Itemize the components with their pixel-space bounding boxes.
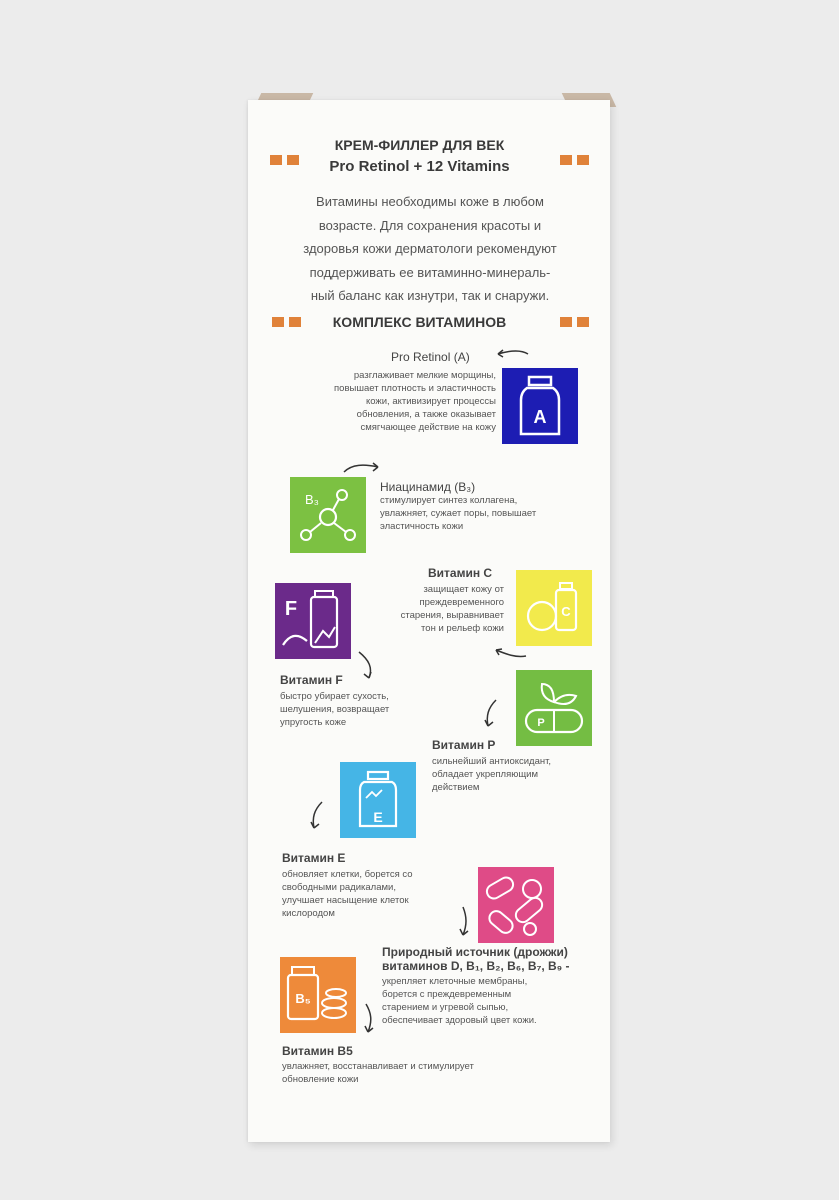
jar-icon — [340, 762, 416, 838]
icon-letter: B₅ — [295, 991, 311, 1006]
description-line: эластичность кожи — [380, 521, 464, 532]
icon-letter: P — [537, 717, 545, 729]
description-line: повышает плотность и эластичность — [334, 383, 496, 394]
arrow-icon — [492, 646, 530, 660]
description-line: кислородом — [282, 908, 335, 919]
vitamin-name: Витамин F — [280, 673, 343, 687]
intro-line: ный баланс как изнутри, так и снаружи. — [310, 288, 550, 303]
bottle-icon — [275, 583, 351, 659]
icon-letter: C — [561, 604, 571, 619]
description-line: тон и рельеф кожи — [421, 623, 504, 634]
vitamin-description — [372, 583, 504, 635]
description-line: действием — [432, 782, 480, 793]
description-line: свободными радикалами, — [282, 882, 396, 893]
vitamin-description — [382, 975, 602, 1027]
vitamin-name: Витамин B5 — [282, 1044, 353, 1058]
description-line: обновление кожи — [282, 1074, 359, 1085]
jar-icon — [502, 368, 578, 444]
vitamin-description — [280, 690, 450, 729]
vitamin-name: Pro Retinol (A) — [391, 350, 470, 364]
description-line: старения, выравнивает — [400, 610, 504, 621]
icon-letter: F — [284, 598, 298, 620]
description-line: упругость коже — [280, 717, 347, 728]
description-line: увлажняет, восстанавливает и стимулирует — [282, 1061, 474, 1072]
vitamin-description — [432, 755, 602, 794]
intro-line: поддерживать ее витаминно-минераль- — [309, 264, 551, 280]
arrow-icon — [494, 347, 530, 361]
description-line: увлажняет, сужает поры, повышает — [380, 508, 537, 519]
arrow-icon — [342, 460, 382, 476]
vitamin-description — [282, 1060, 542, 1086]
supplement-jar-icon — [280, 957, 356, 1033]
molecule-icon — [290, 477, 366, 553]
description-line: старением и угревой сыпью, — [382, 1002, 509, 1013]
arrow-icon — [455, 905, 475, 939]
arrow-icon — [306, 800, 328, 832]
section-title: КОМПЛЕКС ВИТАМИНОВ — [332, 314, 507, 330]
intro-text — [280, 190, 580, 308]
vitamin-name: Витамин E — [282, 851, 346, 865]
description-line: улучшает насыщение клеток — [282, 895, 409, 906]
vitamin-description — [282, 868, 472, 920]
description-line: борется с преждевременным — [382, 989, 512, 1000]
arrow-icon — [355, 650, 377, 682]
citrus-icon — [516, 570, 592, 646]
description-line: смягчающее действие на кожу — [360, 422, 496, 433]
vitamin-description — [268, 369, 496, 434]
vitamin-name: Ниацинамид (B₃) — [380, 480, 476, 494]
description-line: быстро убирает сухость, — [280, 691, 389, 702]
description-line: шелушения, возвращает — [280, 704, 390, 715]
description-line: разглаживает мелкие морщины, — [353, 370, 496, 381]
description-line: кожи, активизирует процессы — [365, 396, 496, 407]
intro-line: здоровья кожи дерматологи рекомендуют — [303, 241, 557, 256]
yeast-title-line: Природный источник (дрожжи) — [382, 945, 568, 959]
description-line: обновления, а также оказывает — [356, 409, 496, 420]
vitamin-description — [380, 494, 595, 533]
icon-letter: E — [373, 809, 383, 825]
description-line: стимулирует синтез коллагена, — [380, 495, 518, 506]
leaf-capsule-icon — [516, 670, 592, 746]
description-line: обладает укрепляющим — [432, 769, 538, 780]
vitamin-name: Витамин P — [432, 738, 496, 752]
icon-letter: A — [533, 407, 547, 427]
vitamin-name: Витамин C — [428, 566, 493, 580]
description-line: сильнейший антиоксидант, — [432, 756, 552, 767]
arrow-icon — [480, 698, 502, 730]
intro-line: возрасте. Для сохранения красоты и — [318, 217, 542, 233]
yeast-title-line: витаминов D, B₁, B₂, B₆, B₇, B₉ - — [382, 959, 570, 973]
yeast-source-title — [382, 945, 569, 973]
description-line: обеспечивает здоровый цвет кожи. — [382, 1015, 537, 1026]
pills-icon — [478, 867, 554, 943]
description-line: преждевременного — [419, 597, 504, 608]
product-title-line1: КРЕМ-ФИЛЛЕР ДЛЯ ВЕК — [334, 137, 505, 153]
description-line: обновляет клетки, борется со — [282, 869, 413, 880]
intro-line: Витамины необходимы коже в любом — [316, 194, 544, 209]
icon-letter: B₃ — [305, 492, 319, 507]
description-line: защищает кожу от — [423, 584, 504, 595]
product-title-line2: Pro Retinol + 12 Vitamins — [329, 158, 510, 175]
arrow-icon — [360, 1002, 380, 1036]
description-line: укрепляет клеточные мембраны, — [382, 976, 528, 987]
